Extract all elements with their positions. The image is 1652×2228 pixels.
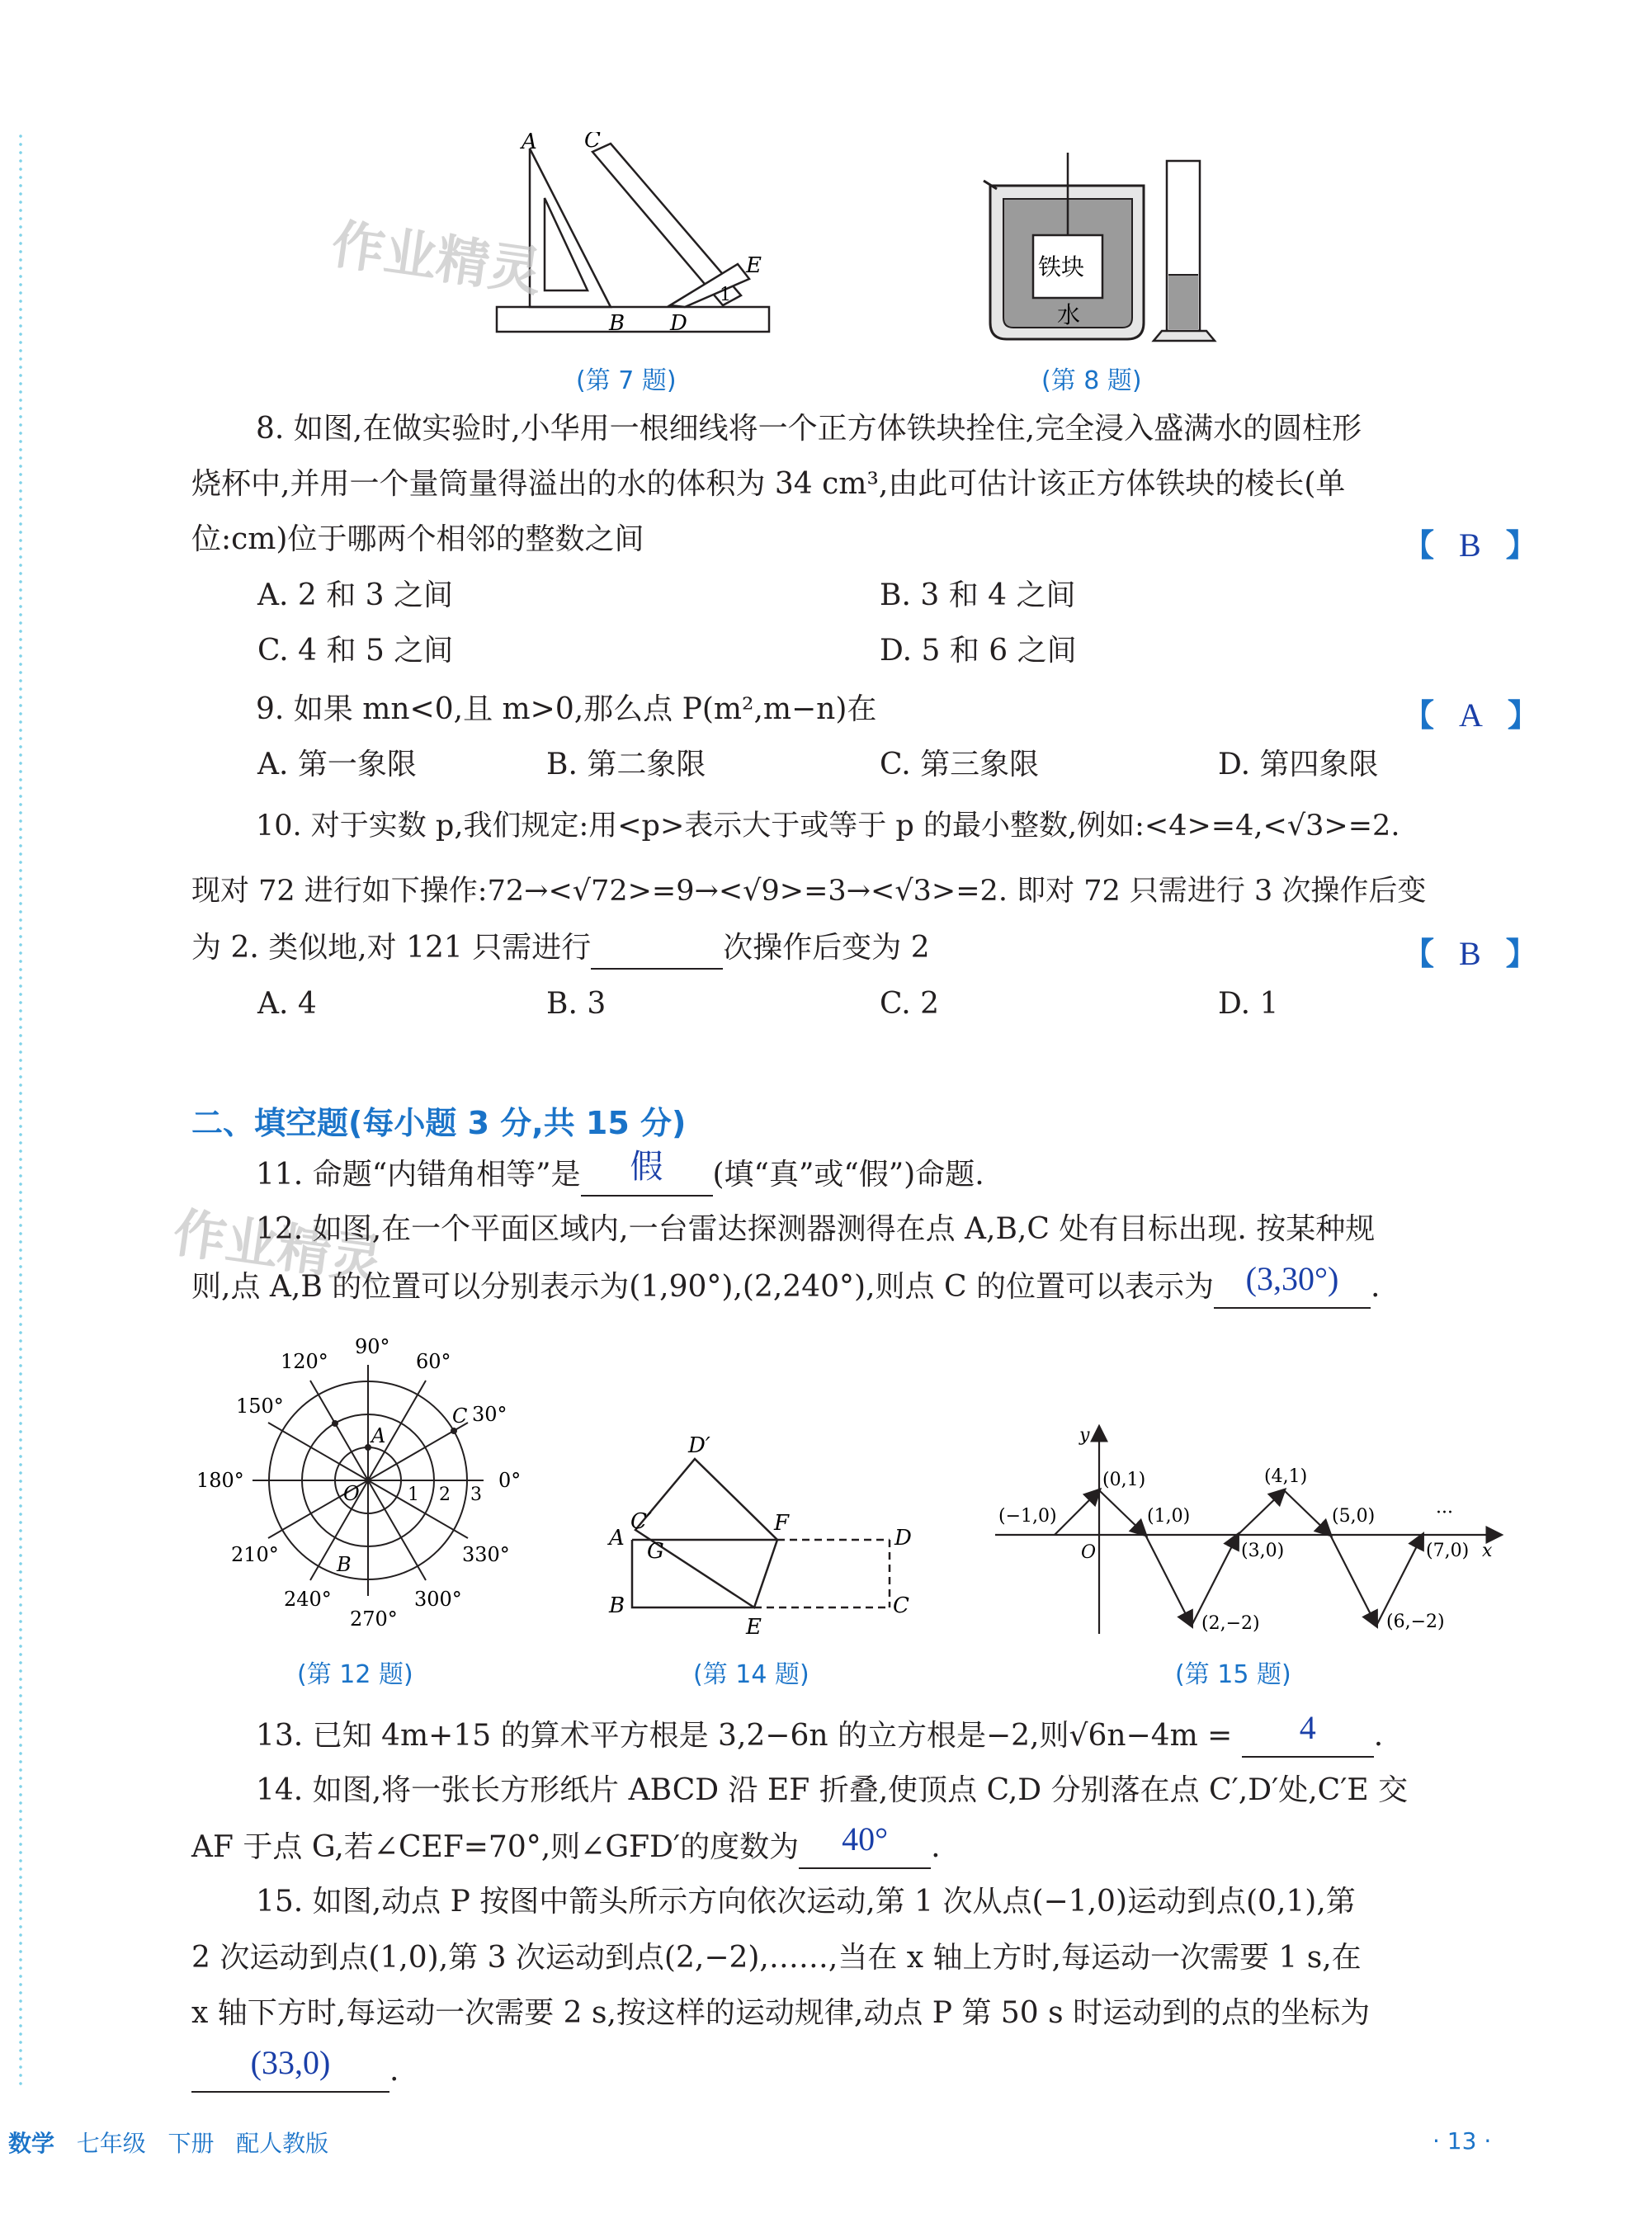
margin-dots: [18, 132, 23, 2088]
fig8-block-label: 铁块: [1038, 253, 1085, 281]
figure-14: [602, 1436, 924, 1642]
fig14-label-a: A: [609, 1526, 625, 1551]
footer-subject: 数学: [8, 2130, 55, 2157]
q15-line-1: 15. 如图,动点 P 按图中箭头所示方向依次运动,第 1 次从点(−1,0)运动到点(0,1),第: [256, 1885, 1356, 1919]
q8-answer: B: [1459, 526, 1481, 564]
fig12-label-a: A: [371, 1424, 386, 1447]
q10-answer-bracket: 【 B 】: [1403, 935, 1537, 972]
fig14-label-g: G: [647, 1539, 664, 1564]
fig15-label-ellipsis: ···: [1436, 1503, 1453, 1523]
q13-blank: [1242, 1709, 1374, 1758]
fig14-label-f: F: [774, 1511, 790, 1536]
fig7-label-a: A: [522, 132, 537, 154]
q8-option-a: A. 2 和 3 之间: [257, 578, 454, 612]
fig12-label-3: 3: [470, 1485, 482, 1505]
fig14-label-d-prime: D′: [688, 1436, 710, 1458]
fig7-label-d: D: [670, 311, 687, 336]
fig7-label-e: E: [746, 253, 762, 278]
q14-blank: [799, 1820, 931, 1869]
footer-info: [8, 2126, 328, 2159]
footer-grade: 七年级: [76, 2130, 146, 2157]
fig12-angle-180: 180°: [196, 1469, 244, 1492]
fig15-label-0-1: (0,1): [1102, 1470, 1146, 1490]
footer-volume: 下册: [168, 2130, 215, 2157]
q8-option-b: B. 3 和 4 之间: [880, 578, 1076, 612]
fig14-label-d: D: [894, 1526, 912, 1551]
fig12-angle-30: 30°: [472, 1403, 507, 1426]
fig12-angle-120: 120°: [281, 1350, 328, 1373]
fig15-label-3-0: (3,0): [1241, 1541, 1285, 1561]
q12-blank: [1214, 1260, 1371, 1309]
fig15-label-o: O: [1081, 1542, 1097, 1563]
fig12-angle-300: 300°: [414, 1588, 462, 1611]
q11-fill: 假: [630, 1148, 663, 1185]
fig7-label-1: 1: [720, 285, 731, 305]
caption-fig-7: (第 7 题): [576, 366, 677, 395]
fig15-label-5-0: (5,0): [1332, 1506, 1376, 1527]
q10-line-3-b: 次操作后变为 2: [723, 931, 930, 965]
q12-line-1: 12. 如图,在一个平面区域内,一台雷达探测器测得在点 A,B,C 处有目标出现. 按某种规: [256, 1212, 1376, 1246]
fig8-water-label: 水: [1057, 301, 1081, 328]
fig14-label-c-prime: C′: [630, 1509, 652, 1534]
caption-fig-8: (第 8 题): [1041, 366, 1142, 395]
q10-option-d: D. 1: [1218, 987, 1279, 1021]
fig12-angle-60: 60°: [416, 1350, 451, 1373]
q9-answer-bracket: 【 A 】: [1403, 696, 1539, 734]
q10-blank: [591, 928, 723, 970]
fig15-label-6-neg2: (6,−2): [1386, 1612, 1445, 1632]
q12-line-2-text: 则,点 A,B 的位置可以分别表示为(1,90°),(2,240°),则点 C 的位置可以表示为: [191, 1270, 1214, 1304]
fig12-angle-90: 90°: [355, 1335, 390, 1358]
q14-line-2: AF 于点 G,若∠CEF=70°,则∠GFD′的度数为 40° .: [191, 1826, 941, 1869]
fig15-label-2-neg2: (2,−2): [1201, 1613, 1260, 1634]
q15-blank: [191, 2044, 389, 2093]
q8-answer-bracket: 【 B 】: [1403, 526, 1537, 564]
q12-line-2: 则,点 A,B 的位置可以分别表示为(1,90°),(2,240°),则点 C 的位置可以表示为 (3,30°) .: [191, 1266, 1380, 1309]
caption-fig-14: (第 14 题): [693, 1660, 809, 1689]
fig12-angle-0: 0°: [498, 1469, 522, 1492]
fig15-label-1-0: (1,0): [1147, 1506, 1191, 1527]
fig15-label-y: y: [1079, 1425, 1090, 1446]
q9-option-b: B. 第二象限: [546, 748, 706, 781]
fig12-label-o: O: [343, 1482, 360, 1505]
q14-line-2-text: AF 于点 G,若∠CEF=70°,则∠GFD′的度数为: [191, 1830, 800, 1864]
q10-option-b: B. 3: [546, 987, 607, 1021]
q10-option-a: A. 4: [257, 987, 317, 1021]
fig12-label-c: C: [452, 1404, 468, 1428]
q13-line: 13. 已知 4m+15 的算术平方根是 3,2−6n 的立方根是−2,则√6n−4m = 4 .: [256, 1715, 1383, 1758]
q10-answer: B: [1459, 935, 1481, 972]
q14-line-1: 14. 如图,将一张长方形纸片 ABCD 沿 EF 折叠,使顶点 C,D 分别落在点 C′,D′处,C′E 交: [256, 1773, 1409, 1807]
fig12-angle-240: 240°: [284, 1588, 332, 1611]
q11-line: [256, 1148, 984, 1197]
q9-option-a: A. 第一象限: [257, 748, 417, 781]
q10-line-3-a: 为 2. 类似地,对 121 只需进行: [191, 931, 592, 965]
q8-line-1: 8. 如图,在做实验时,小华用一根细线将一个正方体铁块拴住,完全浸入盛满水的圆柱形: [256, 412, 1362, 446]
fig12-angle-210: 210°: [231, 1543, 279, 1566]
q13-fill: 4: [1299, 1709, 1316, 1746]
fig14-label-c: C: [893, 1593, 909, 1618]
fig12-label-b: B: [337, 1553, 352, 1576]
caption-fig-15: (第 15 题): [1175, 1660, 1291, 1689]
section-2-title: 二、填空题(每小题 3 分,共 15 分): [191, 1105, 687, 1141]
q14-fill: 40°: [842, 1820, 889, 1857]
q11-text-a: 11. 命题“内错角相等”是: [256, 1158, 581, 1192]
fig7-label-c: C: [584, 132, 601, 153]
watermark: 作业精灵: [169, 1202, 388, 1293]
fig12-point-a: [365, 1444, 371, 1451]
q10-line-2: 现对 72 进行如下操作:72→<√72>=9→<√9>=3→<√3>=2. 即对 72 只需进行 3 次操作后变: [191, 875, 1427, 908]
q15-fill: (33,0): [250, 2044, 331, 2081]
watermark: 作业精灵: [328, 214, 546, 304]
q13-text: 13. 已知 4m+15 的算术平方根是 3,2−6n 的立方根是−2,则√6n−4m =: [256, 1719, 1233, 1753]
q8-option-c: C. 4 和 5 之间: [257, 634, 454, 668]
q10-option-c: C. 2: [880, 987, 940, 1021]
figure-15: [990, 1419, 1518, 1650]
fig12-angle-150: 150°: [236, 1395, 284, 1418]
caption-fig-12: (第 12 题): [297, 1660, 413, 1689]
fig15-label-x: x: [1482, 1541, 1493, 1561]
q9-option-c: C. 第三象限: [880, 748, 1040, 781]
q15-line-2: 2 次运动到点(1,0),第 3 次运动到点(2,−2),……,当在 x 轴上方时,每运动一次需要 1 s,在: [191, 1941, 1362, 1975]
q9-option-d: D. 第四象限: [1218, 748, 1379, 781]
fig12-point-c: [451, 1428, 457, 1434]
fig7-label-b: B: [609, 311, 625, 336]
q9-line-1: 9. 如果 mn<0,且 m>0,那么点 P(m²,m−n)在: [256, 692, 877, 726]
q10-line-1: 10. 对于实数 p,我们规定:用<p>表示大于或等于 p 的最小整数,例如:<4>=4,<√3>=2.: [256, 810, 1400, 843]
fig15-label-7-0: (7,0): [1426, 1541, 1470, 1561]
fig12-label-1: 1: [408, 1485, 419, 1505]
fig14-label-e: E: [746, 1615, 762, 1640]
fig15-label-4-1: (4,1): [1264, 1466, 1308, 1487]
q15-line-4: (33,0) .: [191, 2050, 399, 2093]
fig12-angle-330: 330°: [462, 1543, 510, 1566]
q8-option-d: D. 5 和 6 之间: [880, 634, 1077, 668]
q8-line-2: 烧杯中,并用一个量筒量得溢出的水的体积为 34 cm³,由此可估计该正方体铁块的棱长(单: [191, 467, 1346, 501]
figure-12: [191, 1330, 538, 1644]
q8-line-3: 位:cm)位于哪两个相邻的整数之间: [191, 522, 644, 556]
fig15-label-neg1-0: (−1,0): [998, 1506, 1057, 1527]
fig12-angle-270: 270°: [350, 1607, 398, 1631]
q12-fill: (3,30°): [1245, 1260, 1339, 1297]
figure-8: [979, 153, 1226, 351]
q9-answer: A: [1459, 696, 1483, 734]
fig14-label-b: B: [609, 1593, 625, 1618]
q15-line-3: x 轴下方时,每运动一次需要 2 s,按这样的运动规律,动点 P 第 50 s 时运动到的点的坐标为: [191, 1996, 1371, 2030]
fig12-label-2: 2: [439, 1485, 451, 1505]
q11-blank: [581, 1148, 713, 1197]
q11-text-b: (填“真”或“假”)命题.: [712, 1158, 984, 1192]
fig12-point-b: [332, 1420, 338, 1427]
footer-page-number: · 13 ·: [1433, 2127, 1492, 2155]
q10-line-3: [191, 928, 930, 970]
footer-edition: 配人教版: [236, 2130, 329, 2157]
